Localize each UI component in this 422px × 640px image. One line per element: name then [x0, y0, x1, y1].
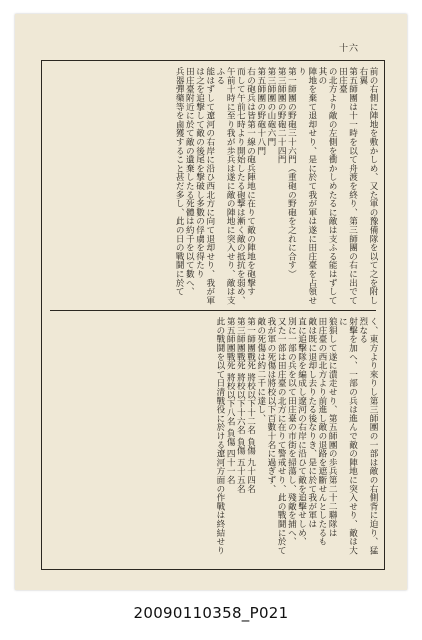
section-divider — [50, 310, 376, 311]
text-frame — [41, 60, 385, 570]
text-line: 午前十時に至り我が歩兵は遂に敵の陣地に突入せり、敵は支ふる — [214, 67, 236, 305]
text-line: 而して午前七時より開始したる砲撃は漸く敵の抵抗を弱め、 — [235, 67, 246, 305]
text-line: く、東方より來りし第三師團の一部は敵の右側背に迫り、猛烈なる — [357, 317, 378, 555]
text-line: 能はずして遼河の右岸に沿ひ西北方に向て退却せり、我が軍 — [204, 67, 215, 305]
scanned-page — [15, 14, 407, 590]
text-line: 陣地を棄て退却せり、是に於て我が軍は遂に田庄臺を占領せり — [296, 67, 317, 305]
text-line: 第五師團は十一時を以て舟渡を終り、第三師團の右に出でて田庄臺 — [337, 67, 358, 305]
text-line: 我が軍の死傷は將校以下百數十名に過ぎず、 — [265, 317, 276, 493]
image-caption: 20090110358_P021 — [133, 604, 289, 622]
text-line: 射擊を加へ、一部の兵は進んで敵の陣地に突入せり、敵は大に — [337, 317, 358, 555]
lower-text-block — [48, 317, 378, 563]
text-line: 兵器彈藥等を鹵獲すること甚だ多し、此の日の戰鬪に於て — [174, 67, 185, 296]
text-line: 第三師團戰死 將校以下十六名 負傷 五十五名 — [235, 317, 246, 493]
text-line: 第五師團の野砲十八門 — [255, 67, 266, 155]
text-line: 狼狽して遂に潰走せり、第五師團の歩兵第二十二聯隊は — [327, 317, 338, 537]
text-line: 別に一部の兵を以て田庄臺の市街を掃蕩し、殘敵を捕へ、 — [286, 317, 297, 546]
text-line: 又た一部は田庄臺の北方に在りて警戒せり、此の戰鬪に於て — [276, 317, 287, 555]
text-line: 敵は既に退却し去りたる後なりき、是に於て我が軍は — [306, 317, 317, 529]
upper-text-block — [48, 67, 378, 307]
page-number: 十六 — [338, 44, 359, 54]
text-line: 田庄臺附近に於て敵の遺棄したる死體は約千を以て數へ、 — [184, 67, 195, 296]
text-line: 第一師團戰死 將校以下十二名 負傷 九十四名 — [245, 317, 256, 493]
text-line: 前の右側に陣地を敷かしめ、又た軍の豫備隊を以て之を附し右翼 — [357, 67, 378, 305]
text-line: 敵の死傷は約二千に達し、 — [255, 317, 266, 423]
text-line: 直に追擊隊を編成し遼河の右岸に沿ひて敵を追擊せしめ、 — [296, 317, 307, 546]
text-line: の北方より敵の左側を衝かしめたるに敵は支ふる能はずして其の — [316, 67, 338, 305]
text-line: は之を追撃して敵の後尾を撃破し多數の俘虜を得たり — [194, 67, 205, 279]
text-line: 此の戰鬪を以て日清戰役に於ける遼河方面の作戰は終結せり — [214, 317, 225, 555]
text-line: 田庄臺の西北方より前進し敵の退路を遮斷せんとしたるも — [316, 317, 327, 546]
text-line: 第三師團の野砲二十四門 — [276, 67, 287, 164]
text-line: 第一師團の野砲三十六門（重砲の野砲を之れに合す） — [286, 67, 297, 279]
text-line: 第五師團戰死 將校以下八名 負傷 四十一名 — [225, 317, 236, 485]
text-line: 第三師團の山砲六門 — [265, 67, 276, 147]
text-line: 右の砲兵は皆第一線の砲兵陣地に在りて敵の陣地を砲撃す — [245, 67, 256, 296]
